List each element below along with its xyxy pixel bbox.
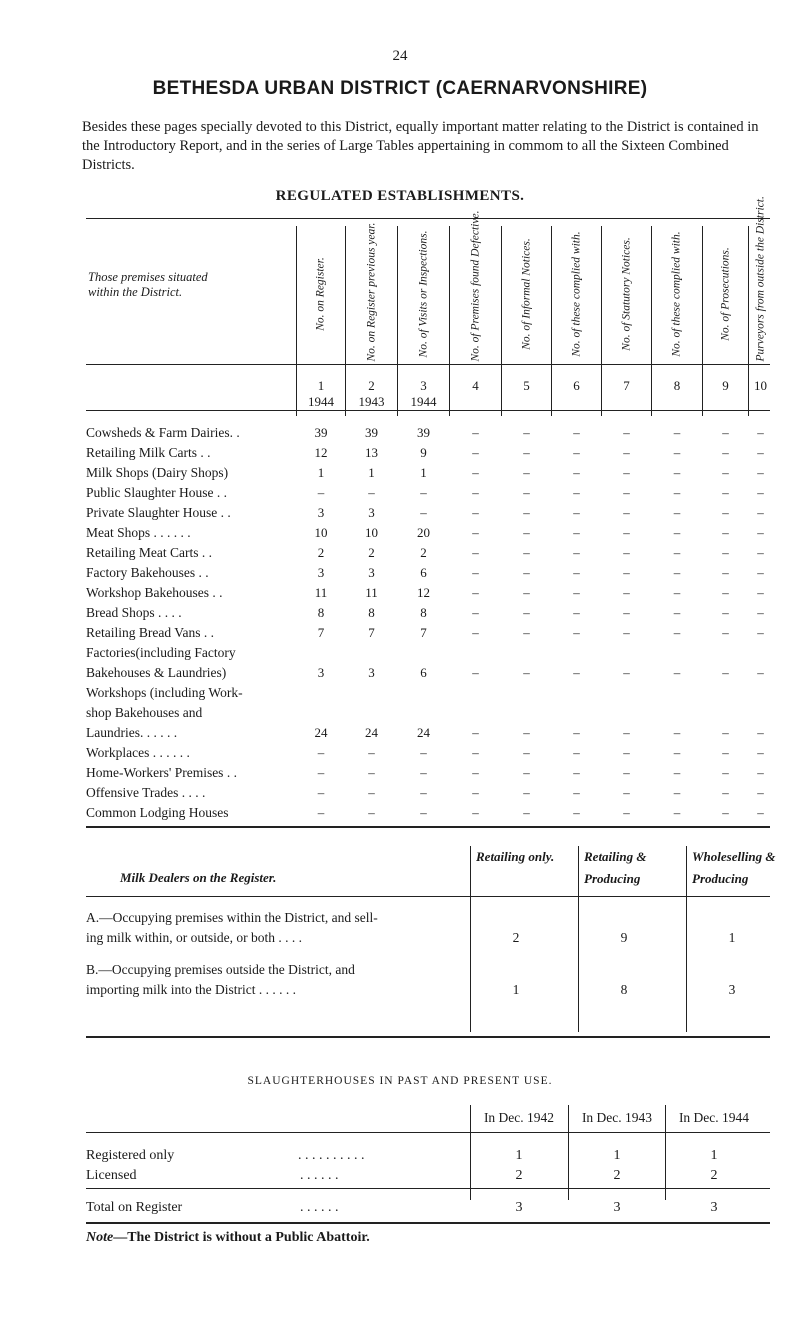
table-cell: – <box>673 805 681 820</box>
column-number: 10 <box>754 378 767 393</box>
table-cell: 7 <box>420 625 427 640</box>
table-cell: – <box>623 565 630 580</box>
column-year: 1943 <box>358 394 385 409</box>
table-cell: – <box>368 805 375 820</box>
row-label: Workshop Bakehouses . . <box>86 585 223 600</box>
table-cell: – <box>573 505 580 520</box>
page-number: 24 <box>392 48 408 64</box>
table-cell: – <box>573 565 580 580</box>
table-cell: – <box>472 805 479 820</box>
table-cell: – <box>523 625 530 640</box>
row-label: Laundries. . . . . . <box>86 725 178 740</box>
table-cell: 6 <box>420 565 427 580</box>
milk-value: 9 <box>620 930 628 945</box>
table-cell: – <box>523 585 530 600</box>
table-cell: – <box>472 465 479 480</box>
column-divider <box>686 846 687 1032</box>
column-divider <box>578 846 579 1032</box>
row-label: Private Slaughter House . . <box>86 505 231 520</box>
table-cell: – <box>573 445 580 460</box>
table-cell: 1 <box>368 465 375 480</box>
table-cell: – <box>623 625 630 640</box>
column-number: 7 <box>623 378 630 393</box>
slaughter-value: 2 <box>710 1168 718 1183</box>
table-cell: 3 <box>368 565 375 580</box>
slaughter-value: 1 <box>515 1148 523 1163</box>
column-header-text: No. of Prosecutions. <box>719 246 731 341</box>
table-cell: – <box>472 505 479 520</box>
milk-value: 2 <box>512 930 520 945</box>
milk-column-header: Wholeselling & Producing <box>692 849 776 886</box>
row-label: Workshops (including Work- <box>86 685 243 700</box>
column-header <box>602 226 651 361</box>
slaughter-value: 1 <box>613 1148 621 1163</box>
column-header <box>346 222 397 361</box>
slaughter-title: SLAUGHTERHOUSES IN PAST AND PRESENT USE. <box>247 1075 553 1087</box>
milk-value: 1 <box>728 930 736 945</box>
table-cell: – <box>523 545 530 560</box>
column-header <box>749 195 772 361</box>
table-cell: – <box>472 585 479 600</box>
table-cell: – <box>673 425 681 440</box>
table-cell: – <box>673 585 681 600</box>
table-cell: – <box>573 785 580 800</box>
column-header-text: No. of Visits or Inspections. <box>417 230 429 357</box>
column-number: 6 <box>573 378 580 393</box>
table-cell: – <box>573 465 580 480</box>
table-cell: – <box>722 725 729 740</box>
table-cell: – <box>722 545 729 560</box>
column-number: 1 <box>317 378 325 393</box>
milk-header: Milk Dealers on the Register. <box>120 870 277 885</box>
row-header-label: Those premises situated within the District. <box>88 270 208 299</box>
table-cell: – <box>368 765 375 780</box>
table-cell: 11 <box>314 585 328 600</box>
table-cell: – <box>523 525 530 540</box>
table-cell: 1 <box>420 465 427 480</box>
table-cell: 9 <box>420 445 427 460</box>
table-cell: – <box>722 505 729 520</box>
table-cell: – <box>472 745 479 760</box>
table-cell: – <box>523 785 530 800</box>
table-cell: – <box>523 605 530 620</box>
row-label: Cowsheds & Farm Dairies. . <box>86 425 240 440</box>
row-label: Offensive Trades . . . . <box>86 785 206 800</box>
table-cell: 8 <box>420 605 427 620</box>
table-cell: 12 <box>417 585 430 600</box>
table-cell: 2 <box>317 545 325 560</box>
column-divider <box>568 1105 569 1200</box>
table-cell: – <box>573 605 580 620</box>
table-cell: – <box>523 445 530 460</box>
table-cell: 7 <box>317 625 325 640</box>
table-rule <box>86 1222 770 1224</box>
table-cell: 8 <box>317 605 325 620</box>
table-cell: – <box>673 485 681 500</box>
table-cell: 24 <box>365 725 378 740</box>
table-cell: 24 <box>314 725 328 740</box>
table-rule <box>86 896 770 897</box>
table-cell: 20 <box>417 525 430 540</box>
table-cell: – <box>757 725 764 740</box>
column-divider <box>470 846 471 1032</box>
table-cell: – <box>722 785 729 800</box>
row-label: Bakehouses & Laundries) <box>86 665 227 680</box>
row-label: Retailing Bread Vans . . <box>86 625 214 640</box>
table-cell: 3 <box>317 565 325 580</box>
table-cell: 2 <box>368 545 375 560</box>
table-cell: – <box>472 625 479 640</box>
milk-row-text: ing milk within, or outside, or both . . . . <box>86 930 302 945</box>
table-cell: – <box>317 485 325 500</box>
column-number: 2 <box>368 378 375 393</box>
table-cell: 7 <box>368 625 375 640</box>
table-cell: – <box>757 465 764 480</box>
row-label: Public Slaughter House . . <box>86 485 227 500</box>
table-cell: – <box>523 425 530 440</box>
table-cell: – <box>623 605 630 620</box>
table-cell: – <box>523 485 530 500</box>
column-header <box>297 226 345 361</box>
table-cell: 1 <box>317 465 325 480</box>
table-cell: – <box>623 725 630 740</box>
slaughter-column-header: In Dec. 1944 <box>678 1110 750 1125</box>
page-title: BETHESDA URBAN DISTRICT (CAERNARVONSHIRE) <box>152 78 648 99</box>
section-title: REGULATED ESTABLISHMENTS. <box>275 188 525 204</box>
column-number: 5 <box>523 378 530 393</box>
table-cell: – <box>573 725 580 740</box>
table-cell: – <box>573 485 580 500</box>
table-cell: – <box>722 605 729 620</box>
table-rule <box>86 1188 770 1189</box>
column-header-text: No. of Premises found Defective. <box>469 210 481 361</box>
column-number: 8 <box>673 378 681 393</box>
table-cell: – <box>673 745 681 760</box>
note-label: Note <box>86 1230 114 1245</box>
table-cell: – <box>573 745 580 760</box>
table-cell: – <box>317 785 325 800</box>
note <box>86 1230 370 1246</box>
table-cell: – <box>420 765 427 780</box>
table-cell: – <box>420 805 427 820</box>
table-cell: – <box>368 785 375 800</box>
table-cell: – <box>722 425 729 440</box>
table-cell: – <box>757 485 764 500</box>
column-header-text: Purveyors from outside the District. <box>754 195 766 361</box>
table-cell: – <box>623 525 630 540</box>
table-cell: – <box>420 505 427 520</box>
column-header-text: No. of Statutory Notices. <box>620 236 632 351</box>
leader-dots: . . . . . . <box>300 1168 339 1183</box>
table-cell: – <box>722 485 729 500</box>
leader-dots: . . . . . . . . . . <box>298 1148 365 1163</box>
table-cell: – <box>623 745 630 760</box>
column-header <box>398 226 449 361</box>
slaughter-row-label: Licensed <box>86 1168 137 1183</box>
table-cell: 12 <box>314 445 328 460</box>
table-cell: – <box>472 665 479 680</box>
table-rule <box>86 826 770 828</box>
table-cell: – <box>623 445 630 460</box>
table-cell: 10 <box>314 525 328 540</box>
table-cell: – <box>472 425 479 440</box>
table-rule <box>86 218 770 219</box>
total-value: 3 <box>710 1200 718 1215</box>
table-cell: – <box>757 525 764 540</box>
table-cell: 8 <box>368 605 375 620</box>
table-cell: – <box>368 485 375 500</box>
row-label: Common Lodging Houses <box>86 805 229 820</box>
total-value: 3 <box>515 1200 523 1215</box>
table-cell: – <box>523 745 530 760</box>
table-cell: – <box>722 565 729 580</box>
table-cell: – <box>722 525 729 540</box>
column-header <box>552 226 601 361</box>
column-header-text: No. on Register. <box>314 256 327 331</box>
table-cell: – <box>722 585 729 600</box>
table-cell: – <box>472 445 479 460</box>
table-cell: – <box>722 445 729 460</box>
table-cell: – <box>757 545 764 560</box>
table-cell: – <box>420 485 427 500</box>
table-cell: 3 <box>368 665 375 680</box>
table-cell: – <box>673 765 681 780</box>
column-header <box>703 226 748 361</box>
table-cell: 39 <box>365 425 378 440</box>
table-cell: – <box>623 505 630 520</box>
row-label: Retailing Meat Carts . . <box>86 545 212 560</box>
table-cell: – <box>573 625 580 640</box>
table-cell: 24 <box>417 725 430 740</box>
table-cell: – <box>573 525 580 540</box>
table-cell: 2 <box>420 545 427 560</box>
table-cell: – <box>472 545 479 560</box>
table-cell: – <box>472 725 479 740</box>
table-cell: – <box>722 465 729 480</box>
table-cell: – <box>757 565 764 580</box>
table-cell: – <box>757 805 764 820</box>
column-header <box>450 210 501 361</box>
slaughter-column-header: In Dec. 1943 <box>581 1110 653 1125</box>
table-cell: – <box>722 665 729 680</box>
milk-row-text: importing milk into the District . . . . . . <box>86 982 296 997</box>
table-cell: – <box>523 765 530 780</box>
table-cell: 13 <box>365 445 378 460</box>
table-cell: 3 <box>317 665 325 680</box>
table-cell: – <box>573 425 580 440</box>
milk-column-header: Retailing & Producing <box>584 849 647 886</box>
table-cell: – <box>523 725 530 740</box>
table-cell: – <box>757 665 764 680</box>
table-cell: – <box>573 585 580 600</box>
column-header-text: No. of these complied with. <box>670 230 683 357</box>
table-cell: – <box>472 485 479 500</box>
milk-row-text: A.—Occupying premises within the District, and sell- <box>86 910 378 925</box>
table-cell: – <box>420 745 427 760</box>
row-label: Factories(including Factory <box>86 645 236 660</box>
row-label: Workplaces . . . . . . <box>86 745 190 760</box>
table-cell: – <box>317 805 325 820</box>
total-label: Total on Register <box>86 1200 183 1215</box>
table-cell: – <box>673 565 681 580</box>
slaughter-row-label: Registered only <box>86 1148 175 1163</box>
table-cell: – <box>623 485 630 500</box>
row-label: Bread Shops . . . . <box>86 605 182 620</box>
column-year: 1944 <box>410 394 437 409</box>
table-cell: – <box>472 785 479 800</box>
row-label: Meat Shops . . . . . . <box>86 525 191 540</box>
table-cell: – <box>368 745 375 760</box>
column-divider <box>665 1105 666 1200</box>
total-value: 3 <box>613 1200 621 1215</box>
table-cell: – <box>623 545 630 560</box>
slaughter-value: 2 <box>515 1168 523 1183</box>
table-cell: – <box>523 565 530 580</box>
table-cell: – <box>757 745 764 760</box>
row-label: Milk Shops (Dairy Shops) <box>86 465 229 480</box>
table-cell: – <box>623 765 630 780</box>
table-cell: – <box>673 465 681 480</box>
column-header <box>652 226 702 361</box>
column-header <box>502 226 551 361</box>
column-header-text: No. of Informal Notices. <box>520 237 532 350</box>
table-cell: 6 <box>420 665 427 680</box>
table-cell: 39 <box>417 425 430 440</box>
table-rule <box>86 410 770 411</box>
table-cell: – <box>573 805 580 820</box>
table-cell: – <box>523 665 530 680</box>
table-cell: – <box>673 785 681 800</box>
table-cell: – <box>722 625 729 640</box>
table-cell: – <box>623 665 630 680</box>
slaughter-value: 2 <box>613 1168 621 1183</box>
table-cell: – <box>722 765 729 780</box>
table-cell: – <box>673 665 681 680</box>
table-cell: – <box>722 745 729 760</box>
table-cell: – <box>523 465 530 480</box>
table-cell: – <box>757 605 764 620</box>
table-cell: – <box>757 625 764 640</box>
column-number: 9 <box>722 378 729 393</box>
row-label: Home-Workers' Premises . . <box>86 765 237 780</box>
table-rule <box>86 1132 770 1133</box>
table-cell: 39 <box>314 425 328 440</box>
table-rule <box>86 1036 770 1038</box>
milk-value: 3 <box>728 982 736 997</box>
column-header-text: No. of these complied with. <box>570 230 582 357</box>
row-label: Factory Bakehouses . . <box>86 565 209 580</box>
table-cell: – <box>757 585 764 600</box>
table-rule <box>86 364 770 365</box>
table-cell: – <box>673 625 681 640</box>
table-cell: – <box>673 525 681 540</box>
table-cell: – <box>673 725 681 740</box>
table-cell: – <box>673 505 681 520</box>
note-text: —The District is without a Public Abattoir. <box>113 1230 370 1245</box>
table-cell: – <box>317 765 325 780</box>
table-cell: – <box>573 545 580 560</box>
table-cell: – <box>573 765 580 780</box>
table-cell: – <box>757 505 764 520</box>
column-header-text: No. on Register previous year. <box>365 222 377 361</box>
table-cell: – <box>623 465 630 480</box>
table-cell: – <box>472 525 479 540</box>
table-cell: – <box>623 785 630 800</box>
table-cell: – <box>673 545 681 560</box>
table-cell: – <box>673 605 681 620</box>
table-cell: – <box>317 745 325 760</box>
milk-row-text: B.—Occupying premises outside the District, and <box>86 962 355 977</box>
table-cell: – <box>757 425 764 440</box>
leader-dots: . . . . . . <box>300 1200 339 1215</box>
table-cell: – <box>757 445 764 460</box>
table-cell: – <box>523 505 530 520</box>
table-cell: – <box>472 765 479 780</box>
table-cell: – <box>472 565 479 580</box>
column-number: 3 <box>420 378 427 393</box>
table-cell: 3 <box>368 505 375 520</box>
row-label: Retailing Milk Carts . . <box>86 445 211 460</box>
table-cell: – <box>573 665 580 680</box>
column-year: 1944 <box>308 394 334 409</box>
table-cell: – <box>623 585 630 600</box>
slaughter-column-header: In Dec. 1942 <box>483 1110 555 1125</box>
intro-paragraph: Besides these pages specially devoted to this District, equally important matter relating to the District is contained in the Introductory Report, and in the series of Large Tables appertaining in commom to all the Sixteen Combined Districts. <box>82 119 759 173</box>
table-cell: – <box>757 785 764 800</box>
milk-column-header: Retailing only. <box>476 849 555 864</box>
table-cell: 3 <box>317 505 325 520</box>
row-label: shop Bakehouses and <box>86 705 203 720</box>
table-cell: – <box>420 785 427 800</box>
slaughter-value: 1 <box>710 1148 718 1163</box>
table-cell: – <box>523 805 530 820</box>
column-number: 4 <box>472 378 479 393</box>
table-cell: – <box>673 445 681 460</box>
column-divider <box>470 1105 471 1200</box>
table-cell: – <box>472 605 479 620</box>
milk-value: 1 <box>512 982 520 997</box>
table-cell: 10 <box>365 525 378 540</box>
table-cell: – <box>722 805 729 820</box>
table-cell: – <box>623 805 630 820</box>
table-cell: 11 <box>365 585 378 600</box>
table-cell: – <box>623 425 630 440</box>
table-cell: – <box>757 765 764 780</box>
milk-value: 8 <box>620 982 628 997</box>
